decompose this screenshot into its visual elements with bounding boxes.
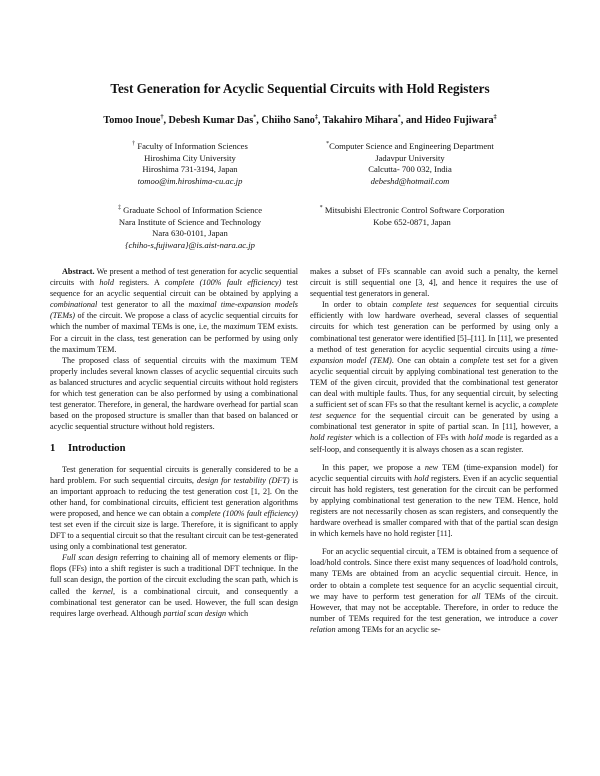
- affiliation-line: Faculty of Information Sciences: [137, 141, 248, 151]
- author-mark: †: [160, 114, 164, 121]
- affiliation-line: Nara 630-0101, Japan: [152, 228, 228, 239]
- author-name: Takahiro Mihara: [322, 115, 398, 126]
- affiliation-line: Calcutta- 700 032, India: [368, 164, 452, 175]
- author-mark: *: [397, 114, 401, 121]
- body-paragraph: Full scan design referring to chaining all of memory elements or flip-flops (FFs) into a shift register is such a traditional DFT technique. In the full scan design, the portion of the circuit excluding the scan path, which is called the kernel, is a combinational circuit, and consequently a combinational test generator can be used. However, the full scan design requires large overhead. Although partial scan design which: [50, 553, 298, 618]
- body-paragraph: For an acyclic sequential circuit, a TEM is obtained from a sequence of load/hold controls. Since there exist many sequences of load/hold controls, many TEMs are obtained from an acyclic sequential circuit. Hence, in order to obtain a complete test sequence for an acyclic sequential circuit, we may have to perform test generation for all TEMs of the circuit. However, that may not be acceptable. Therefore, in order to reduce the number of TEMs required for the test generation, we introduce a cover relation among TEMs for an acyclic se-: [310, 547, 558, 634]
- section-number: 1: [50, 443, 56, 455]
- left-column: [50, 266, 298, 619]
- affiliation-email: debeshd@hotmail.com: [370, 175, 450, 186]
- author-mark: ‡: [314, 114, 318, 121]
- affiliation-email: {chiho-s,fujiwara}@is.aist-nara.ac.jp: [125, 239, 255, 250]
- body-paragraph: In order to obtain complete test sequences for sequential circuits efficiently with low hardware overhead, several classes of sequential circuits for which test generation can be performed by using only a combinational test generator were identified [5]–[11]. In [11], we presented a method of test generation for acyclic sequential circuits using a time-expansion model (TEM). One can obtain a complete test set for a given acyclic sequential circuit by applying combinational test generation to the TEM of the given circuit, provided that the combinational test generator can deal with multiple faults. Thus, for any sequential circuit, by selecting a sufficient set of scan FFs so that the resultant kernel is acyclic, a complete test sequence for the sequential circuit can be generated by using a combinational test generator in spite of partial scan. In [11], however, a hold register which is a collection of FFs with hold mode is regarded as a self-loop, and consequently it is always chosen as a scan register.: [310, 300, 558, 454]
- affiliation-line: Hiroshima 731-3194, Japan: [142, 164, 238, 175]
- affiliation-line: Jadavpur University: [375, 152, 445, 163]
- paper-title: Test Generation for Acyclic Sequential Circuits with Hold Registers: [110, 81, 490, 96]
- section-title: Introduction: [68, 443, 126, 455]
- affiliation-mark: ‡: [117, 205, 121, 212]
- author-name: Tomoo Inoue: [103, 115, 161, 126]
- affiliation-email: tomoo@im.hiroshima-cu.ac.jp: [137, 175, 243, 186]
- author-name: Debesh Kumar Das: [168, 115, 254, 126]
- author-mark: ‡: [493, 114, 497, 121]
- affiliation-mitsubishi: [284, 205, 540, 228]
- affiliation-nara: [92, 205, 288, 251]
- author-list: Tomoo Inoue†, Debesh Kumar Das*, Chiiho Sano‡, Takahiro Mihara*, and Hideo Fujiwara‡: [103, 114, 497, 126]
- affiliation-line: Kobe 652-0871, Japan: [373, 216, 451, 227]
- body-paragraph: Test generation for sequential circuits is generally considered to be a hard problem. For such sequential circuits, design for testability (DFT) is an important approach to reducing the test generation cost [1, 2]. On the other hand, for combinational circuits, efficient test generation algorithms were proposed, and hence we can obtain a complete (100% fault efficiency) test set even if the circuit size is large. Therefore, it is significant to apply DFT to a sequential circuit so that the resultant circuit can be test-generated using only a combinational test generator.: [50, 464, 299, 552]
- affiliation-line: Graduate School of Information Science: [123, 205, 263, 215]
- affiliation-line: Hiroshima City University: [144, 152, 236, 163]
- affiliation-jadavpur: [300, 141, 520, 187]
- section-heading: [50, 443, 298, 454]
- author-name: Hideo Fujiwara: [424, 115, 494, 126]
- author-mark: *: [253, 114, 257, 121]
- affiliation-mark: *: [319, 205, 323, 212]
- author-name: Chiiho Sano: [261, 115, 315, 126]
- right-column: [310, 266, 558, 635]
- abstract-label: Abstract.: [62, 267, 95, 276]
- affiliation-line: Computer Science and Engineering Department: [329, 141, 494, 151]
- abstract-paragraph: Abstract. We present a method of test generation for acyclic sequential circuits with hold registers. A complete (100% fault efficiency) test sequence for an acyclic sequential circuit can be obtained by applying a combinational test generator to all the maximal time-expansion models (TEMs) of the circuit. We propose a class of acyclic sequential circuits for which the number of maximal TEMs is one, i.e, the maximum TEM exists. For a circuit in the class, test generation can be performed by using only the maximum TEM.: [50, 267, 299, 354]
- affiliation-mark: *: [326, 141, 330, 148]
- affiliation-hiroshima: [100, 141, 280, 187]
- abstract-paragraph: The proposed class of sequential circuits with the maximum TEM properly includes several known classes of acyclic sequential circuits such as balanced structures and acyclic sequential circuits without hold registers for which test generation can be also performed by using a combinational test generator. Therefore, in general, the hardware overhead for partial scan based on the proposed structure is smaller than that based on balanced or acyclic sequential structure without hold registers.: [50, 355, 298, 432]
- affiliation-line: Nara Institute of Science and Technology: [118, 216, 262, 227]
- body-paragraph: In this paper, we propose a new TEM (time-expansion model) for acyclic sequential circuits with hold registers. Even if an acyclic sequential circuit has hold registers, test generation for the circuit can be performed by applying combinational test generation to the new TEM. Hence, hold registers are not necessarily chosen as scan registers, and consequently the hardware overhead is smaller compared with that of the partial scan design in which kernels have no hold register [11].: [310, 462, 558, 539]
- affiliation-line: Mitsubishi Electronic Control Software Corporation: [324, 205, 505, 215]
- affiliation-mark: †: [132, 141, 136, 148]
- body-paragraph: makes a subset of FFs scannable can avoid such a penalty, the kernel circuit is still sequential one [3, 4], and hence it requires the use of sequential test generators in general.: [310, 267, 558, 299]
